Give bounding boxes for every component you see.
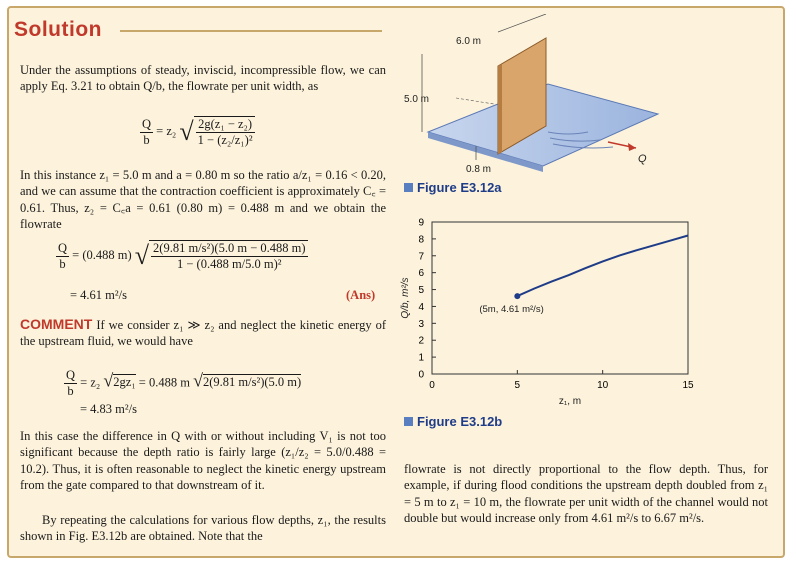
y-tick-label: 2 <box>418 335 424 347</box>
x-tick-label: 0 <box>429 380 435 391</box>
figure-a-sketch <box>398 14 778 182</box>
caption-square-icon <box>404 417 413 426</box>
eq3-radical1-icon: √ <box>103 370 114 391</box>
equation-3 <box>64 368 301 399</box>
x-axis-label: z₁, m <box>558 396 582 407</box>
y-tick-label: 7 <box>418 251 424 263</box>
eq2-lhs-den: b <box>59 256 66 271</box>
eq1-lhs-den: b <box>143 132 150 147</box>
eq1-radical-icon: √ <box>179 117 194 146</box>
ans-label: (Ans) <box>346 288 376 302</box>
y-tick-label: 1 <box>418 352 424 364</box>
y-tick-label: 8 <box>418 234 424 246</box>
heading-rule <box>120 30 382 32</box>
y-tick-label: 3 <box>418 318 424 330</box>
plot-frame <box>432 222 688 374</box>
eq1-rad-num: 2g(z₁ − z₂) <box>196 117 255 133</box>
eq3-result: = 4.83 m²/s <box>80 402 137 416</box>
eq3-rhs1: = z₂ <box>80 375 101 390</box>
paragraph-4: By repeating the calculations for various flow depths, z₁, the results shown in Fig. E3.12b are obtained. Note that the <box>20 513 386 544</box>
intro-paragraph: Under the assumptions of steady, inviscid, incompressible flow, we can apply Eq. 3.21 to obtain Q/b, the flowrate per unit width, as <box>20 63 386 94</box>
paragraph-2: In this instance z₁ = 5.0 m and a = 0.80 m so the ratio a/z₁ = 0.16 < 0.20, and we can assume that the contraction coefficient is approximately C꜀ = 0.61. Thus, z₂ = C꜀a = 0.61 (0.80 m) = 0.488 m and we obtain the flowrate <box>20 168 386 231</box>
y-tick-label: 5 <box>418 285 424 297</box>
equation-2 <box>56 240 308 272</box>
eq3-lhs-den: b <box>67 384 74 398</box>
y-tick-label: 6 <box>418 268 424 280</box>
flow-label: Q <box>638 153 647 165</box>
eq3-rad2: 2(9.81 m/s²)(5.0 m) <box>202 375 302 390</box>
y-axis-label: Q/b, m²/s <box>400 277 411 319</box>
eq1-coef: = z₂ <box>156 123 177 138</box>
gap-dim-label: 0.8 m <box>466 164 492 175</box>
eq2-radical-icon: √ <box>134 241 150 270</box>
y-tick-label: 0 <box>418 369 424 381</box>
water-level-line <box>456 98 494 104</box>
figure-a-caption: Figure E3.12a <box>404 180 502 195</box>
x-tick-label: 5 <box>514 380 521 391</box>
eq3-rad1: 2gz₁ <box>113 375 136 390</box>
depth-dim-label: 5.0 m <box>404 94 430 105</box>
eq1-lhs-num: Q <box>142 116 152 131</box>
paragraph-5: flowrate is not directly proportional to the flow depth. Thus, for example, if during flood conditions the upstream depth doubled from z₁ = 5 m to z₁ = 10 m, the flowrate per unit width of the channel would not double but would increase only from 4.61 m²/s to 6.67 m²/s. <box>404 462 768 525</box>
eq2-rad-num: 2(9.81 m/s²)(5.0 m − 0.488 m) <box>153 241 306 255</box>
equation-1 <box>140 116 255 148</box>
eq3-radical2-icon: √ <box>193 370 203 391</box>
solution-heading: Solution <box>14 18 102 41</box>
comment-paragraph <box>20 316 386 350</box>
eq3-rhs2: = 0.488 m <box>138 375 190 390</box>
eq2-result: = 4.61 m²/s <box>70 288 127 302</box>
eq2-lhs-num: Q <box>58 240 68 255</box>
eq2-coef: = (0.488 m) <box>72 247 132 262</box>
eq2-rad-den: 1 − (0.488 m/5.0 m)² <box>177 257 282 271</box>
gate-edge <box>498 64 502 154</box>
figure-b-chart <box>398 210 778 410</box>
figure-b-caption: Figure E3.12b <box>404 414 502 429</box>
y-tick-label: 9 <box>418 217 424 229</box>
x-tick-label: 15 <box>682 380 694 391</box>
paragraph-3: In this case the difference in Q with or without including V₁ is not too significant because the depth ratio is fairly large (z₁/z₂ = 5.0/0.488 = 10.2). Thus, it is often reasonable to neglect the kinetic energy upstream from the gate compared to that downstream of it. <box>20 429 386 492</box>
eq3-lhs-num: Q <box>66 368 76 382</box>
caption-square-icon <box>404 183 413 192</box>
eq1-rad-den: 1 − (z₂/z₁)² <box>197 133 253 147</box>
series-line <box>517 236 688 297</box>
width-dim-line <box>498 14 546 32</box>
start-point-marker <box>514 293 520 299</box>
comment-label: COMMENT <box>20 316 93 332</box>
y-tick-label: 4 <box>418 301 424 313</box>
width-dim-label: 6.0 m <box>456 36 482 47</box>
x-tick-label: 10 <box>597 380 609 391</box>
point-annotation: (5m, 4.61 m²/s) <box>479 304 544 316</box>
comment-text: If we consider z₁ ≫ z₂ and neglect the kinetic energy of the upstream fluid, we would have <box>20 318 387 349</box>
